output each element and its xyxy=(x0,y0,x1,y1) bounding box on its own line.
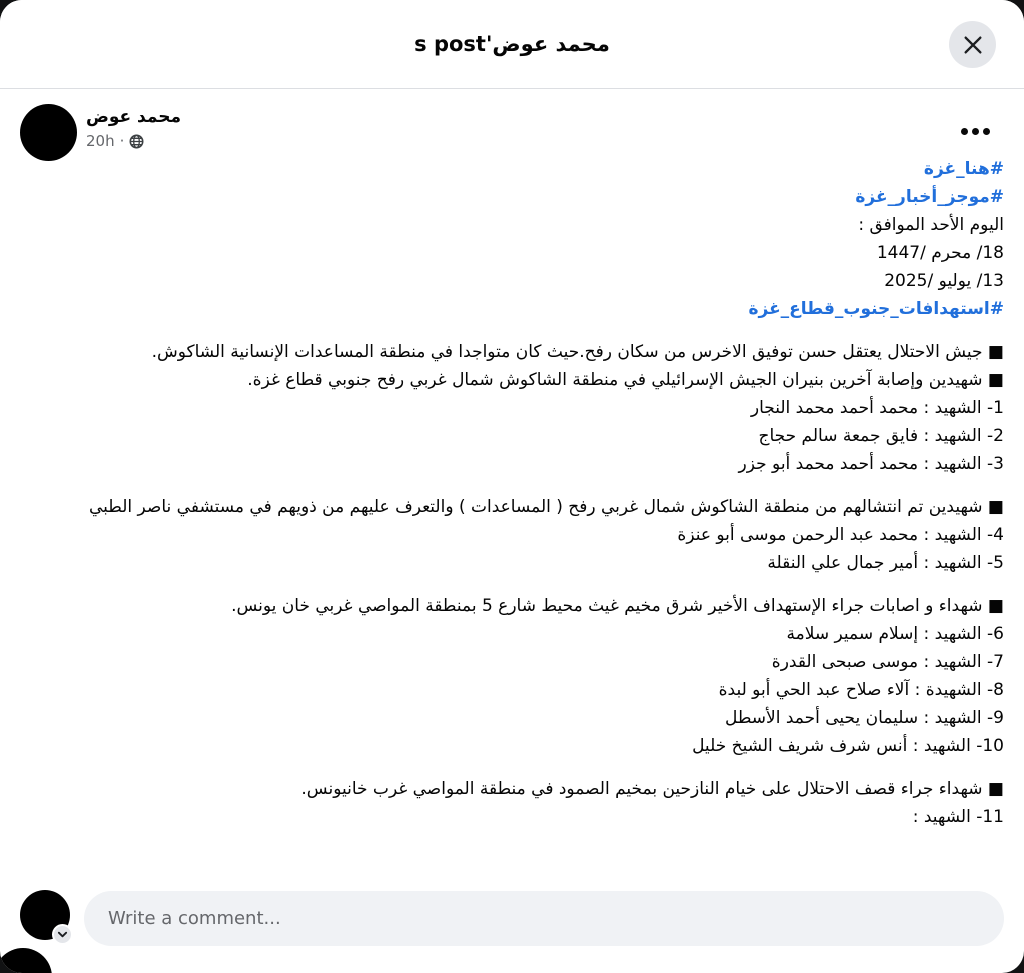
post-line: 13/ يوليو /2025 xyxy=(884,271,1004,291)
post-line: 4- الشهيد : محمد عبد الرحمن موسى أبو عنزة xyxy=(677,525,1004,545)
post-meta xyxy=(86,132,181,150)
close-button[interactable] xyxy=(949,21,996,68)
post-line: 7- الشهيد : موسى صبحى القدرة xyxy=(771,652,1004,672)
paragraph-gap xyxy=(20,760,1004,775)
dots-icon xyxy=(972,128,979,135)
post-line: 8- الشهيدة : آلاء صلاح عبد الحي أبو لبدة xyxy=(718,680,1004,700)
post-line: ■ جيش الاحتلال يعتقل حسن توفيق الاخرس من سكان رفح.حيث كان متواجدا في منطقة المساعدات الإنسانية الشاكوش. xyxy=(151,342,1004,362)
chevron-down-icon xyxy=(57,929,68,940)
post-line: 11- الشهيد : xyxy=(912,807,1004,827)
post-line: ■ شهيدين تم انتشالهم من منطقة الشاكوش شمال غربي رفح ( المساعدات ) والتعرف عليهم من ذويهم في مستشفي ناصر الطبي xyxy=(89,497,1004,517)
post-line xyxy=(20,155,1004,183)
author-block xyxy=(86,107,181,150)
comment-bar xyxy=(0,884,1024,973)
post-line: 1- الشهيد : محمد أحمد محمد النجار xyxy=(750,398,1004,418)
post-line: 5- الشهيد : أمير جمال علي النقلة xyxy=(767,553,1004,573)
post-line: ■ شهداء جراء قصف الاحتلال على خيام النازحين بمخيم الصمود في منطقة المواصي غرب خانيونس. xyxy=(301,779,1004,799)
post-line: اليوم الأحد الموافق : xyxy=(858,215,1004,235)
paragraph-gap xyxy=(20,323,1004,338)
post-line: 6- الشهيد : إسلام سمير سلامة xyxy=(786,624,1004,644)
hashtag-link[interactable]: #هنا_غزة xyxy=(923,159,1004,179)
comment-input[interactable] xyxy=(84,891,1004,946)
globe-icon xyxy=(129,134,144,149)
paragraph-gap xyxy=(20,577,1004,592)
paragraph-gap xyxy=(20,478,1004,493)
post-line: ■ شهداء و اصابات جراء الإستهداف الأخير شرق مخيم غيث محيط شارع 5 بمنطقة المواصي غربي خان يونس. xyxy=(231,596,1004,616)
text-fade-overlay xyxy=(0,856,1024,884)
author-avatar[interactable] xyxy=(20,104,77,161)
post-line: 2- الشهيد : فايق جمعة سالم حجاج xyxy=(758,426,1004,446)
post-options-button[interactable] xyxy=(955,122,996,141)
post-line: 3- الشهيد : محمد أحمد محمد أبو جزر xyxy=(738,454,1004,474)
meta-separator: · xyxy=(119,132,125,150)
dots-icon xyxy=(961,128,968,135)
author-name[interactable]: محمد عوض xyxy=(86,107,182,127)
post-text xyxy=(20,155,1004,872)
dialog-title: محمد عوض's post xyxy=(414,32,610,56)
dots-icon xyxy=(983,128,990,135)
post-line xyxy=(20,295,1004,323)
post-line: 9- الشهيد : سليمان يحيى أحمد الأسطل xyxy=(724,708,1004,728)
hashtag-link[interactable]: #موجز_أخبار_غزة xyxy=(855,187,1004,207)
post-line: 10- الشهيد : أنس شرف شريف الشيخ خليل xyxy=(692,736,1004,756)
post-line xyxy=(20,183,1004,211)
post-line: 18/ محرم /1447 xyxy=(876,243,1004,263)
post-line: ■ شهيدين وإصابة آخرين بنيران الجيش الإسرائيلي في منطقة الشاكوش شمال غربي رفح جنوبي قطاع غزة. xyxy=(247,370,1004,390)
close-icon xyxy=(962,34,984,56)
identity-switch-badge[interactable] xyxy=(52,924,73,945)
dialog-header xyxy=(0,0,1024,89)
hashtag-link[interactable]: #استهدافات_جنوب_قطاع_غزة xyxy=(748,299,1004,319)
post-timestamp[interactable]: 20h xyxy=(86,132,115,150)
